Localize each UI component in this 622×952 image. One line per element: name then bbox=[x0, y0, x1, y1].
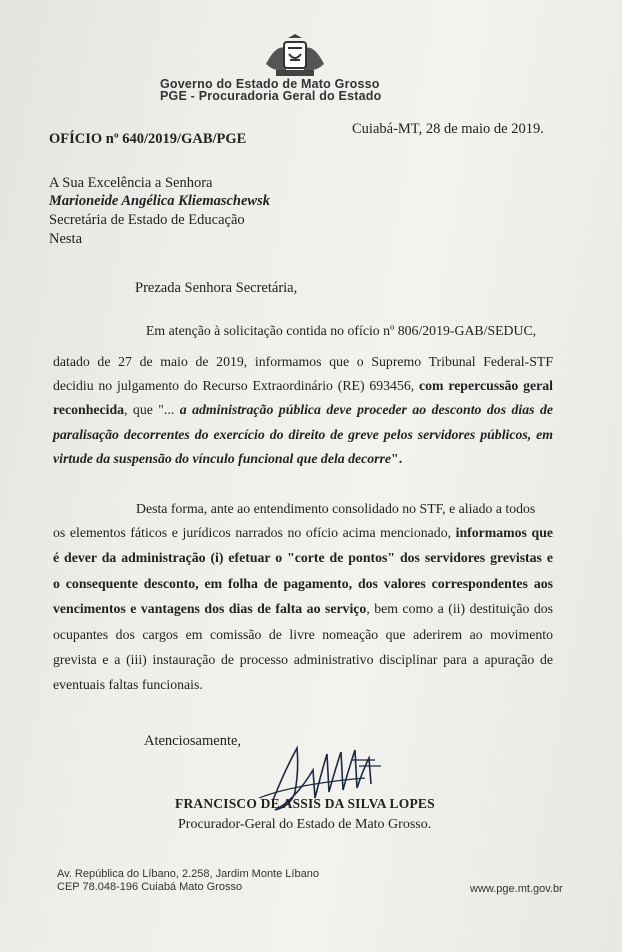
signer-role: Procurador-Geral do Estado de Mato Grosso. bbox=[178, 817, 432, 832]
paragraph-2-line: vencimentos e vantagens dos dias de falta ao serviço, bem como a (ii) destituição dos bbox=[53, 601, 553, 616]
footer-address-line-1: Av. República do Líbano, 2.258, Jardim Monte Líbano bbox=[57, 868, 319, 880]
paragraph-2-line: grevista e a (iii) instauração de processo administrativo disciplinar para a apuração de bbox=[53, 652, 553, 667]
paragraph-2-line: o consequente desconto, em folha de pagamento, dos valores correspondentes aos bbox=[53, 576, 553, 591]
agency-name: PGE - Procuradoria Geral do Estado bbox=[160, 89, 382, 103]
closing: Atenciosamente, bbox=[144, 733, 242, 749]
paragraph-2-line: Desta forma, ante ao entendimento consolidado no STF, e aliado a todos bbox=[136, 501, 536, 516]
document-reference: OFÍCIO nº 640/2019/GAB/PGE bbox=[49, 131, 247, 147]
greeting: Prezada Senhora Secretária, bbox=[135, 280, 298, 296]
recipient-name: Marioneide Angélica Kliemaschewsk bbox=[49, 193, 270, 209]
state-coat-of-arms-icon bbox=[262, 34, 328, 78]
footer-address-line-2: CEP 78.048-196 Cuiabá Mato Grosso bbox=[57, 881, 243, 893]
place-date: Cuiabá-MT, 28 de maio de 2019. bbox=[352, 121, 544, 137]
paragraph-2-line: ocupantes dos cargos em comissão de livre nomeação que aderirem ao movimento bbox=[53, 627, 553, 642]
paragraph-1-line: Em atenção à solicitação contida no ofício nº 806/2019-GAB/SEDUC, bbox=[146, 323, 537, 338]
paragraph-1-line: virtude da suspensão do vínculo funcional que dela decorre". bbox=[53, 451, 403, 466]
paragraph-1-line: datado de 27 de maio de 2019, informamos que o Supremo Tribunal Federal-STF bbox=[53, 354, 553, 369]
government-name: Governo do Estado de Mato Grosso bbox=[160, 77, 380, 91]
paragraph-2-line: eventuais faltas funcionais. bbox=[53, 677, 203, 692]
paragraph-2-line: é dever da administração (i) efetuar o "corte de pontos" dos servidores grevistas e bbox=[53, 550, 553, 565]
paragraph-1-line: decidiu no julgamento do Recurso Extraordinário (RE) 693456, com repercussão geral bbox=[53, 378, 553, 393]
paragraph-2-line: os elementos fáticos e jurídicos narrados no ofício acima mencionado, informamos que bbox=[53, 525, 553, 540]
recipient-title: Secretária de Estado de Educação bbox=[49, 212, 245, 228]
footer-website: www.pge.mt.gov.br bbox=[470, 883, 563, 895]
recipient-location: Nesta bbox=[49, 231, 83, 247]
recipient-salutation: A Sua Excelência a Senhora bbox=[49, 175, 213, 191]
paragraph-1-line: paralisação decorrentes do exercício do direito de greve pelos servidores públicos, em bbox=[53, 427, 553, 442]
signer-name: FRANCISCO DE ASSIS DA SILVA LOPES bbox=[175, 796, 435, 811]
paragraph-1-line: reconhecida, que "... a administração pública deve proceder ao desconto dos dias de bbox=[53, 402, 553, 417]
